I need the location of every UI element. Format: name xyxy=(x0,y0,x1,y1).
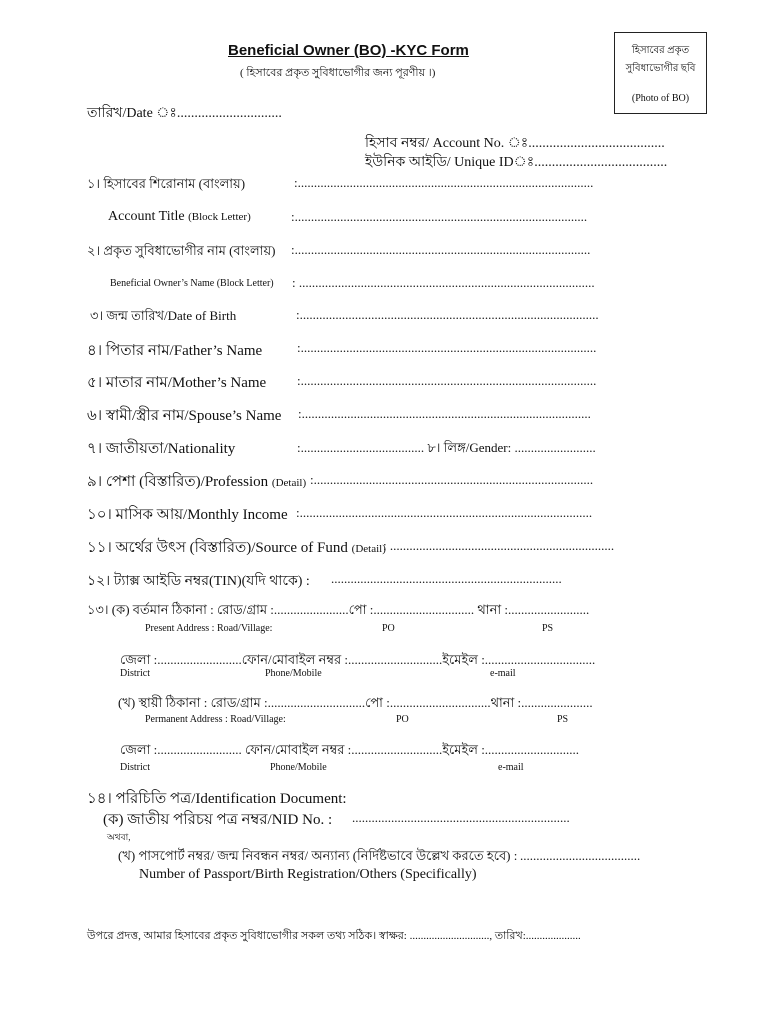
dob-field[interactable]: :............................................................................................ xyxy=(296,307,599,322)
declaration-signature-date[interactable]: উপরে প্রদত্ত, আমার হিসাবের প্রকৃত সুবিধাভোগীর সকল তথ্য সঠিক। স্বাক্ষর: ............................., তারিখ:.................... xyxy=(87,930,581,942)
bo-name-en-field[interactable]: : ........................................................................................... xyxy=(292,275,595,290)
spouse-name-label: ৬। স্বামী/স্ত্রীর নাম/Spouse’s Name xyxy=(87,408,282,424)
tin-label: ১২। ট্যাক্স আইডি নম্বর(TIN)(যদি থাকে) : xyxy=(87,574,310,589)
tin-field[interactable]: ....................................................................... xyxy=(331,571,562,586)
nid-field[interactable]: ................................................................... xyxy=(352,810,570,825)
account-no-field[interactable]: হিসাব নম্বর/ Account No. ঃ....................................... xyxy=(365,136,665,151)
form-title: Beneficial Owner (BO) -KYC Form xyxy=(228,42,469,59)
photo-label-en: (Photo of BO) xyxy=(631,93,690,104)
permanent-po-label: PO xyxy=(396,714,409,725)
or-label: অথবা, xyxy=(107,832,131,842)
passport-label: (খ) পাসপোর্ট নম্বর/ জন্ম নিবন্ধন নম্বর/ অন্যান্য (নির্দিষ্টভাবে উল্লেখ করতে হবে) : xyxy=(118,848,518,863)
profession-field[interactable]: :...................................................................................... xyxy=(310,472,594,487)
permanent-email-label: e-mail xyxy=(498,762,524,773)
unique-id-field[interactable]: ইউনিক আইডি/ Unique IDঃ...................................... xyxy=(365,155,668,170)
permanent-address-field[interactable]: (খ) স্থায়ী ঠিকানা : রোড/গ্রাম :..............................পো :...............................থানা :...................... xyxy=(118,695,593,710)
present-district-phone-email-field[interactable]: জেলা :..........................ফোন/মোবাইল নম্বর :.............................ইমেইল :.................................. xyxy=(120,652,596,667)
mother-name-label: ৫। মাতার নাম/Mother’s Name xyxy=(87,375,267,391)
present-address-field[interactable]: ১৩। (ক) বর্তমান ঠিকানা : রোড/গ্রাম :.......................পো :............................... থানা :......................... xyxy=(87,602,590,617)
present-ps-label: PS xyxy=(542,623,554,634)
source-of-fund-label: ১১। অর্থের উৎস (বিস্তারিত)/Source of Fund (Detail) xyxy=(87,540,386,556)
nationality-label: ৭। জাতীয়তা/Nationality xyxy=(87,441,236,457)
permanent-address-en-label: Permanent Address : Road/Village: xyxy=(145,714,286,725)
passport-en-label: Number of Passport/Birth Registration/Others (Specifically) xyxy=(139,867,477,882)
account-title-bn-label: ১। হিসাবের শিরোনাম (বাংলায়) xyxy=(87,176,246,191)
profession-label: ৯। পেশা (বিস্তারিত)/Profession (Detail) xyxy=(87,474,307,490)
father-name-label: ৪। পিতার নাম/Father’s Name xyxy=(87,343,263,359)
father-name-field[interactable]: :........................................................................................... xyxy=(297,340,597,355)
permanent-phone-label: Phone/Mobile xyxy=(270,762,327,773)
spouse-name-field[interactable]: :......................................................................................... xyxy=(298,406,591,421)
dob-label: ৩। জন্ম তারিখ/Date of Birth xyxy=(90,308,237,323)
date-field[interactable]: তারিখ/Date ঃ.............................. xyxy=(87,106,282,121)
passport-field[interactable]: ..................................... xyxy=(520,848,641,863)
form-subtitle: ( হিসাবের প্রকৃত সুবিধাভোগীর জন্য পূরণীয় ।) xyxy=(240,67,436,79)
account-title-en-field[interactable]: :.......................................................................................... xyxy=(291,209,588,224)
present-district-label: District xyxy=(120,668,150,679)
nid-label: (ক) জাতীয় পরিচয় পত্র নম্বর/NID No. : xyxy=(103,812,333,828)
permanent-district-label: District xyxy=(120,762,150,773)
present-address-en-label: Present Address : Road/Village: xyxy=(145,623,273,634)
account-title-en-label: Account Title (Block Letter) xyxy=(108,209,251,224)
permanent-ps-label: PS xyxy=(557,714,569,725)
mother-name-field[interactable]: :........................................................................................... xyxy=(297,373,597,388)
present-phone-label: Phone/Mobile xyxy=(265,668,322,679)
bo-name-en-label: Beneficial Owner’s Name (Block Letter) xyxy=(110,278,274,289)
bo-name-bn-label: ২। প্রকৃত সুবিধাভোগীর নাম (বাংলায়) xyxy=(87,243,276,258)
identification-doc-label: ১৪। পরিচিতি পত্র/Identification Document: xyxy=(87,791,347,807)
monthly-income-field[interactable]: :.......................................................................................... xyxy=(296,505,593,520)
permanent-district-phone-email-field[interactable]: জেলা :.......................... ফোন/মোবাইল নম্বর :............................ইমেইল :............................. xyxy=(120,742,580,757)
photo-box xyxy=(614,32,707,114)
source-of-fund-field[interactable]: : ..................................................................... xyxy=(383,538,615,553)
nationality-gender-field[interactable]: :...................................... ৮। লিঙ্গ/Gender: ......................... xyxy=(297,440,596,455)
present-po-label: PO xyxy=(382,623,395,634)
monthly-income-label: ১০। মাসিক আয়/Monthly Income xyxy=(87,507,288,523)
account-title-bn-field[interactable]: :........................................................................................... xyxy=(294,175,594,190)
present-email-label: e-mail xyxy=(490,668,516,679)
bo-name-bn-field[interactable]: :........................................................................................... xyxy=(291,242,591,257)
photo-label-bn-1: হিসাবের প্রকৃত xyxy=(631,45,690,56)
photo-label-bn-2: সুবিধাভোগীর ছবি xyxy=(625,63,696,74)
